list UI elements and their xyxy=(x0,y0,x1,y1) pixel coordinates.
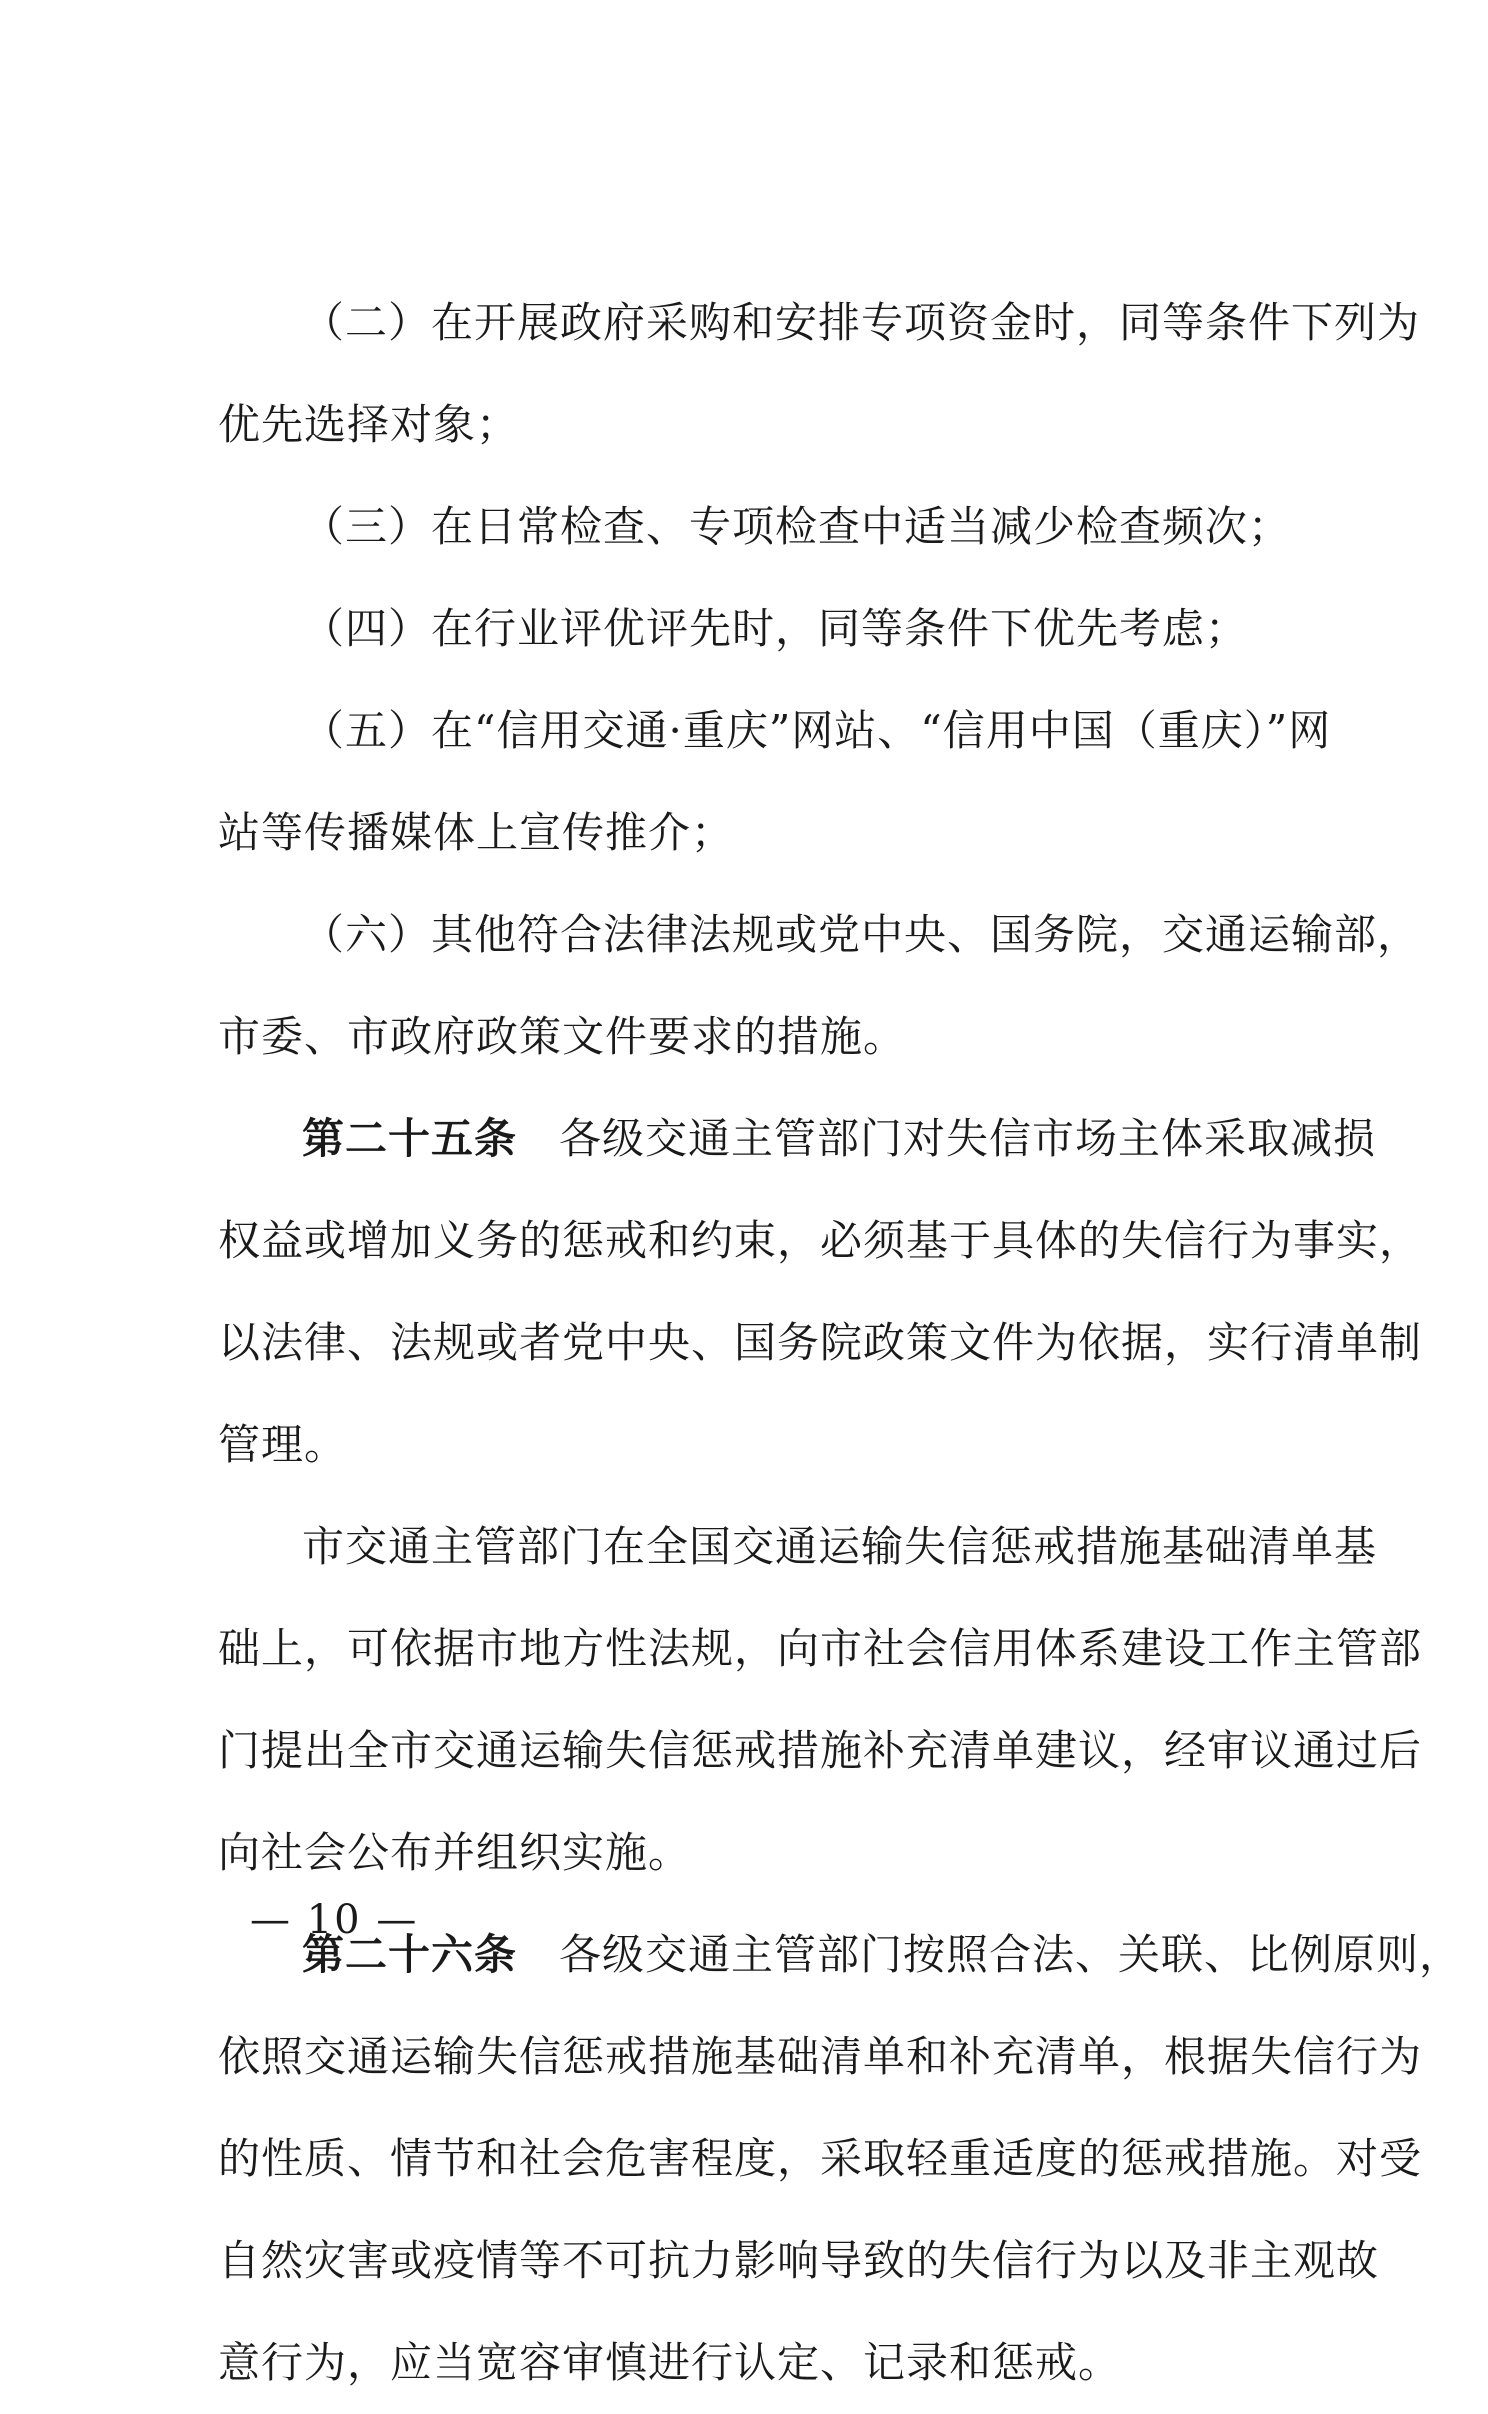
body-text xyxy=(218,272,1463,2414)
text-line: （四）在行业评优评先时，同等条件下优先考虑； xyxy=(302,604,1249,653)
text-line: 向社会公布并组织实施。 xyxy=(218,1828,692,1877)
article-25-first-line xyxy=(218,1088,1377,1190)
text-line: 各级交通主管部门按照合法、关联、比例原则， xyxy=(559,1930,1463,1979)
text-line: 管理。 xyxy=(218,1420,348,1469)
text-line: 依照交通运输失信惩戒措施基础清单和补充清单，根据失信行为 xyxy=(218,2032,1423,2081)
article-25-heading: 第二十五条 xyxy=(302,1114,518,1163)
text-line: （六）其他符合法律法规或党中央、国务院，交通运输部， xyxy=(302,910,1421,959)
text-line: （二）在开展政府采购和安排专项资金时，同等条件下列为 xyxy=(302,298,1421,347)
text-line: 权益或增加义务的惩戒和约束，必须基于具体的失信行为事实， xyxy=(218,1216,1423,1265)
text-line: 市交通主管部门在全国交通运输失信惩戒措施基础清单基 xyxy=(302,1522,1378,1571)
text-line: （五）在“信用交通·重庆”网站、“信用中国（重庆）”网 xyxy=(302,706,1332,755)
text-line: 优先选择对象； xyxy=(218,400,520,449)
text-line: 的性质、情节和社会危害程度，采取轻重适度的惩戒措施。对受 xyxy=(218,2134,1423,2183)
text-line: 市委、市政府政策文件要求的措施。 xyxy=(218,1012,907,1061)
text-line: （三）在日常检查、专项检查中适当减少检查频次； xyxy=(302,502,1292,551)
text-line: 以法律、法规或者党中央、国务院政策文件为依据，实行清单制 xyxy=(218,1318,1423,1367)
text-line: 各级交通主管部门对失信市场主体采取减损 xyxy=(559,1114,1377,1163)
page-number: — 10 — xyxy=(250,1897,419,1943)
text-line: 础上，可依据市地方性法规，向市社会信用体系建设工作主管部 xyxy=(218,1624,1423,1673)
text-line: 门提出全市交通运输失信惩戒措施补充清单建议，经审议通过后 xyxy=(218,1726,1423,1775)
text-line: 意行为，应当宽容审慎进行认定、记录和惩戒。 xyxy=(218,2338,1122,2387)
text-line: 站等传播媒体上宣传推介； xyxy=(218,808,735,857)
article-26-heading: 第二十六条 xyxy=(302,1930,518,1979)
text-line: 自然灾害或疫情等不可抗力影响导致的失信行为以及非主观故 xyxy=(218,2236,1380,2285)
